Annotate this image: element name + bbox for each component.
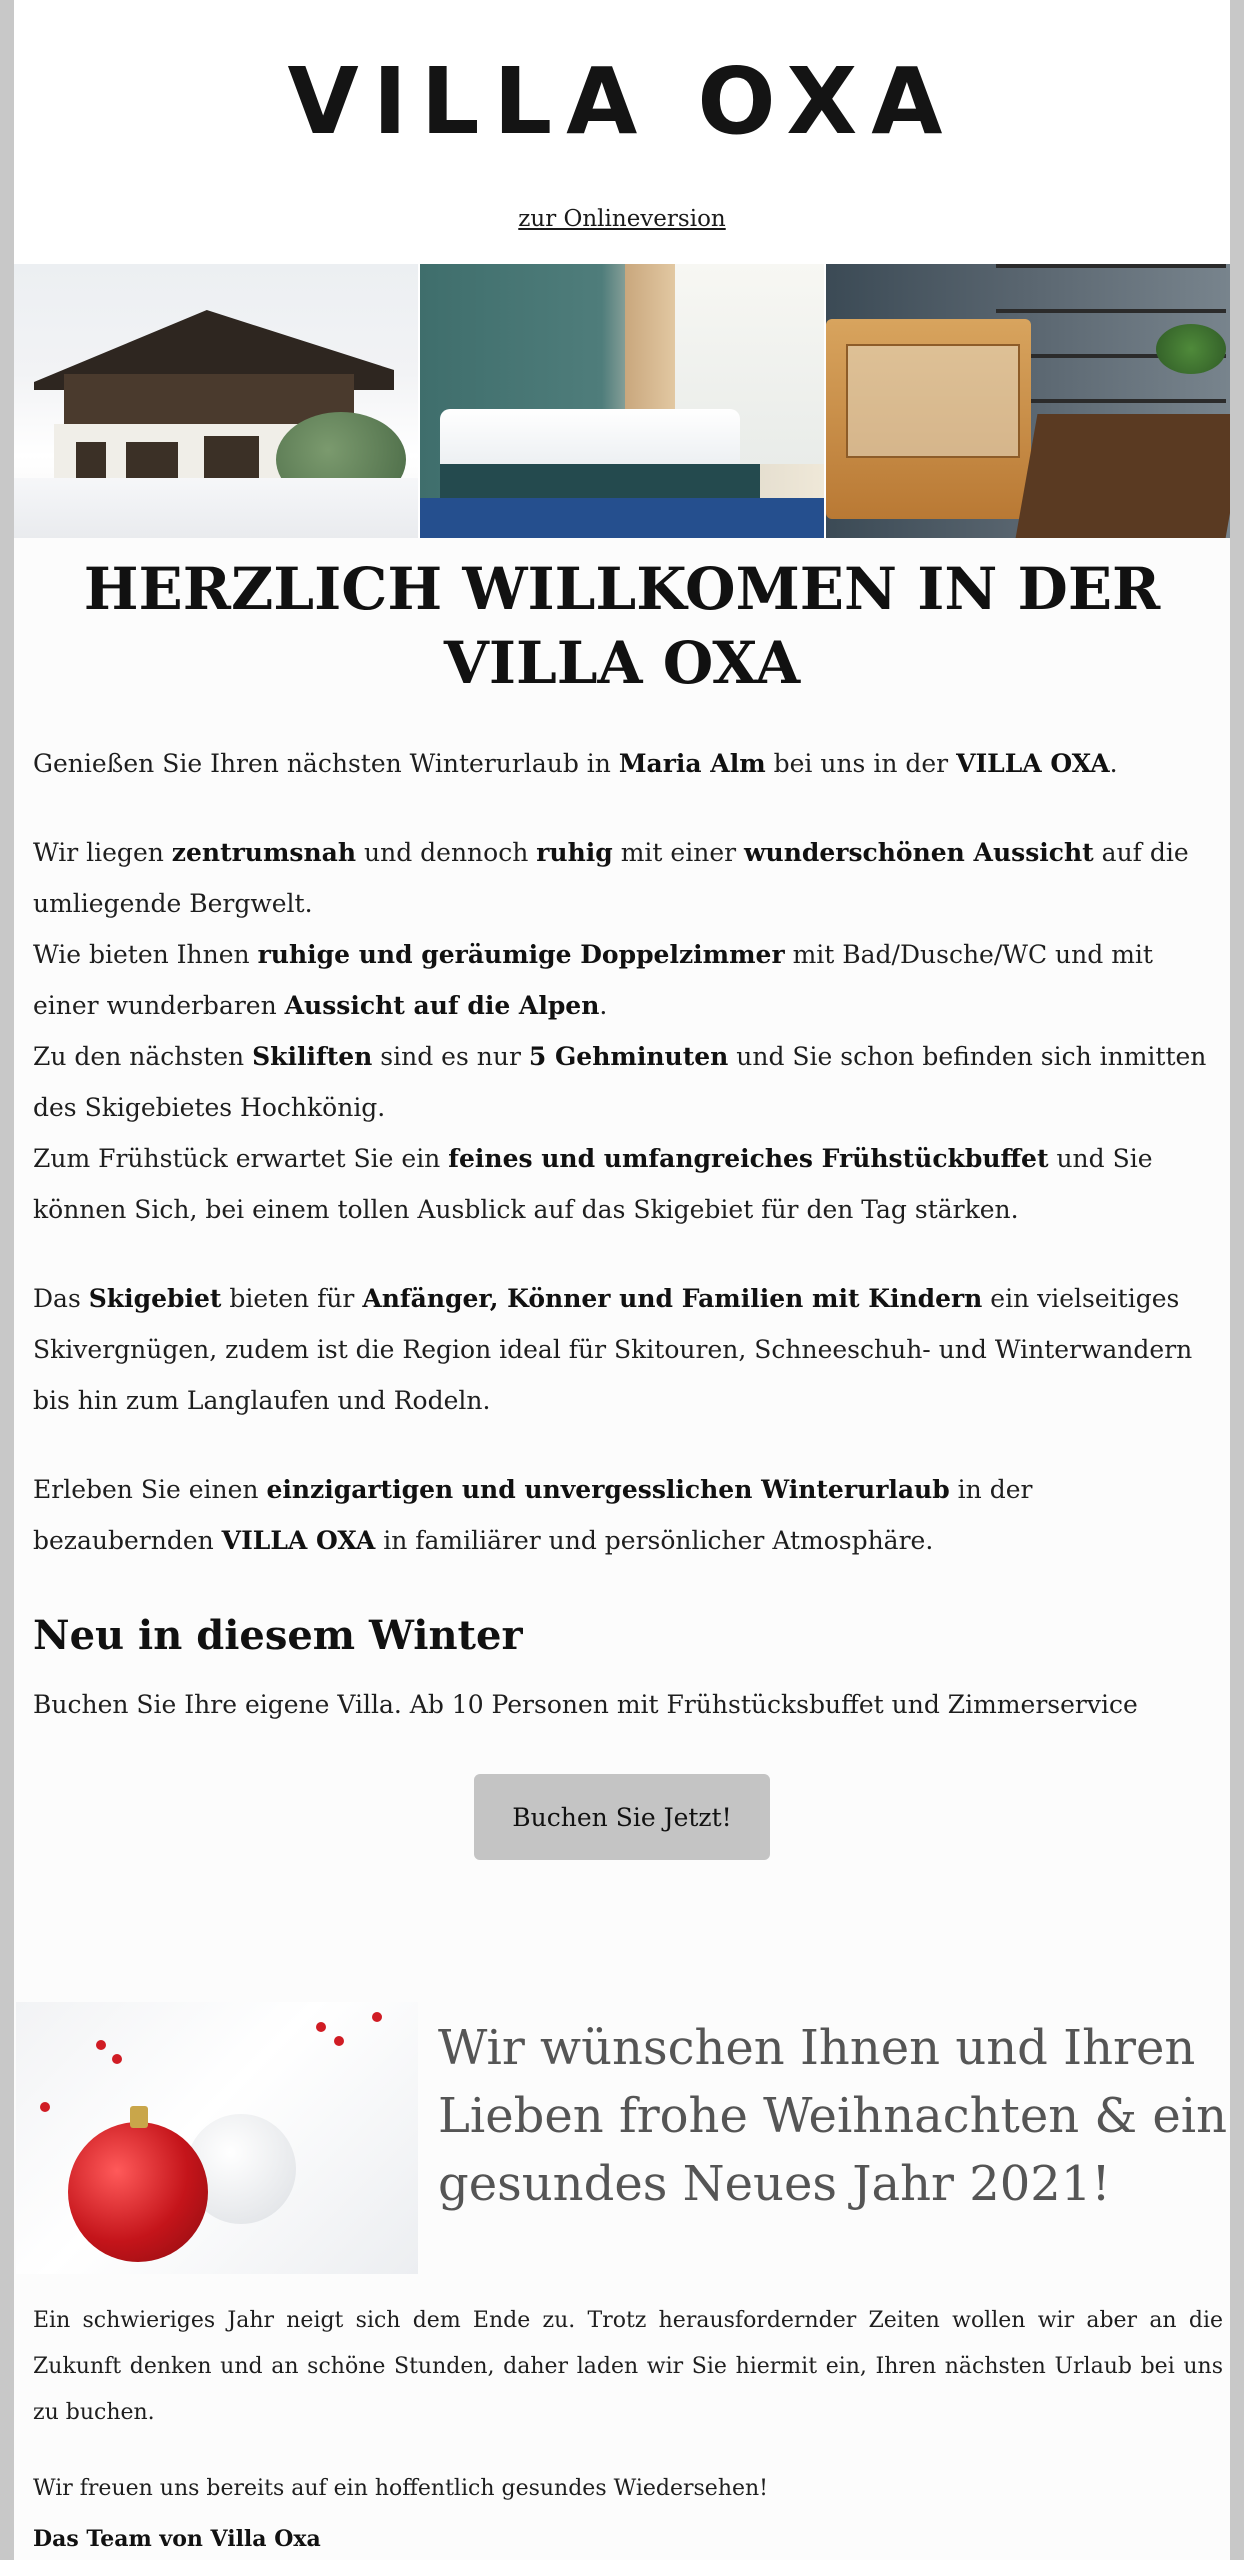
signature: Das Team von Villa Oxa (33, 2526, 321, 2552)
bold-text: Skiliften (252, 1042, 373, 1071)
bedroom-photo (418, 264, 824, 538)
bold-text: VILLA OXA (956, 749, 1110, 778)
new-this-winter-heading: Neu in diesem Winter (33, 1612, 523, 1659)
bold-text: ruhig (536, 838, 613, 867)
intro-paragraph: Genießen Sie Ihren nächsten Winterurlaub in Maria Alm bei uns in der VILLA OXA. (33, 749, 1118, 778)
closing-paragraph: Ein schwieriges Jahr neigt sich dem Ende zu. Trotz herausfordernder Zeiten wollen wir aber an die Zukunft denken und an schöne Stunden, daher laden wir Sie hiermit ein, Ihren nächsten Urlaub bei uns zu buchen. (33, 2308, 1223, 2425)
villa-oxa-logo: VILLA OXA (287, 48, 957, 155)
bold-text: wunderschönen Aussicht (744, 838, 1094, 867)
online-version-link[interactable]: zur Onlineversion (518, 206, 726, 232)
intro-paragraph: Wir liegen zentrumsnah und dennoch ruhig mit einer wunderschönen Aussicht auf die umliegende Bergwelt. Wie bieten Ihnen ruhige und geräumige Doppelzimmer mit Bad/Dusche/WC und mit einer wunderbaren Aussicht auf die Alpen. Zu den nächsten Skiliften sind es nur 5 Gehminuten und Sie schon befinden sich inmitten des Skigebietes Hochkönig. Zum Frühstück erwartet Sie ein feines und umfangreiches Frühstückbuffet und Sie können Sich, bei einem tollen Ausblick auf das Skigebiet für den Tag stärken. (33, 838, 1207, 1224)
book-now-button[interactable]: Buchen Sie Jetzt! (474, 1774, 770, 1860)
bold-text: Maria Alm (618, 749, 766, 778)
welcome-title-line2: VILLA OXA (443, 629, 801, 697)
bold-text: einzigartigen und unvergesslichen Winterurlaub (266, 1475, 950, 1504)
bold-text: feines und umfangreiches Frühstückbuffet (448, 1144, 1049, 1173)
intro-text (33, 738, 1213, 1604)
closing-text (33, 2298, 1223, 2512)
breakfast-buffet-photo (824, 264, 1230, 538)
bold-text: Anfänger, Könner und Familien mit Kindern (362, 1284, 983, 1313)
bold-text: Aussicht auf die Alpen (284, 991, 600, 1020)
hero-image-strip (14, 264, 1230, 538)
bold-text: ruhige und geräumige Doppelzimmer (257, 940, 785, 969)
christmas-bauble-photo (16, 2002, 418, 2274)
chalet-in-snow-photo (14, 264, 418, 538)
intro-paragraph: Erleben Sie einen einzigartigen und unvergesslichen Winterurlaub in der bezaubernden VILLA OXA in familiärer und persönlicher Atmosphäre. (33, 1475, 1033, 1555)
bold-text: 5 Gehminuten (528, 1042, 729, 1071)
new-this-winter-text: Buchen Sie Ihre eigene Villa. Ab 10 Personen mit Frühstücksbuffet und Zimmerservice (33, 1690, 1138, 1719)
bold-text: zentrumsnah (171, 838, 357, 867)
intro-paragraph: Das Skigebiet bieten für Anfänger, Könner und Familien mit Kindern ein vielseitiges Skivergnügen, zudem ist die Region ideal für Skitouren, Schneeschuh- und Winterwandern bis hin zum Langlaufen und Rodeln. (33, 1284, 1193, 1415)
bold-text: VILLA OXA (221, 1526, 376, 1555)
email-header (14, 0, 1230, 264)
christmas-greeting-title: Wir wünschen Ihnen und Ihren Lieben frohe Weihnachten & ein gesundes Neues Jahr 2021! (438, 2020, 1228, 2212)
welcome-title (14, 552, 1230, 700)
closing-thanks: Wir freuen uns bereits auf ein hoffentlich gesundes Wiedersehen! (33, 2476, 769, 2501)
bold-text: Skigebiet (88, 1284, 222, 1313)
welcome-title-line1: HERZLICH WILLKOMEN IN DER (83, 555, 1161, 623)
email-page (14, 0, 1230, 2560)
